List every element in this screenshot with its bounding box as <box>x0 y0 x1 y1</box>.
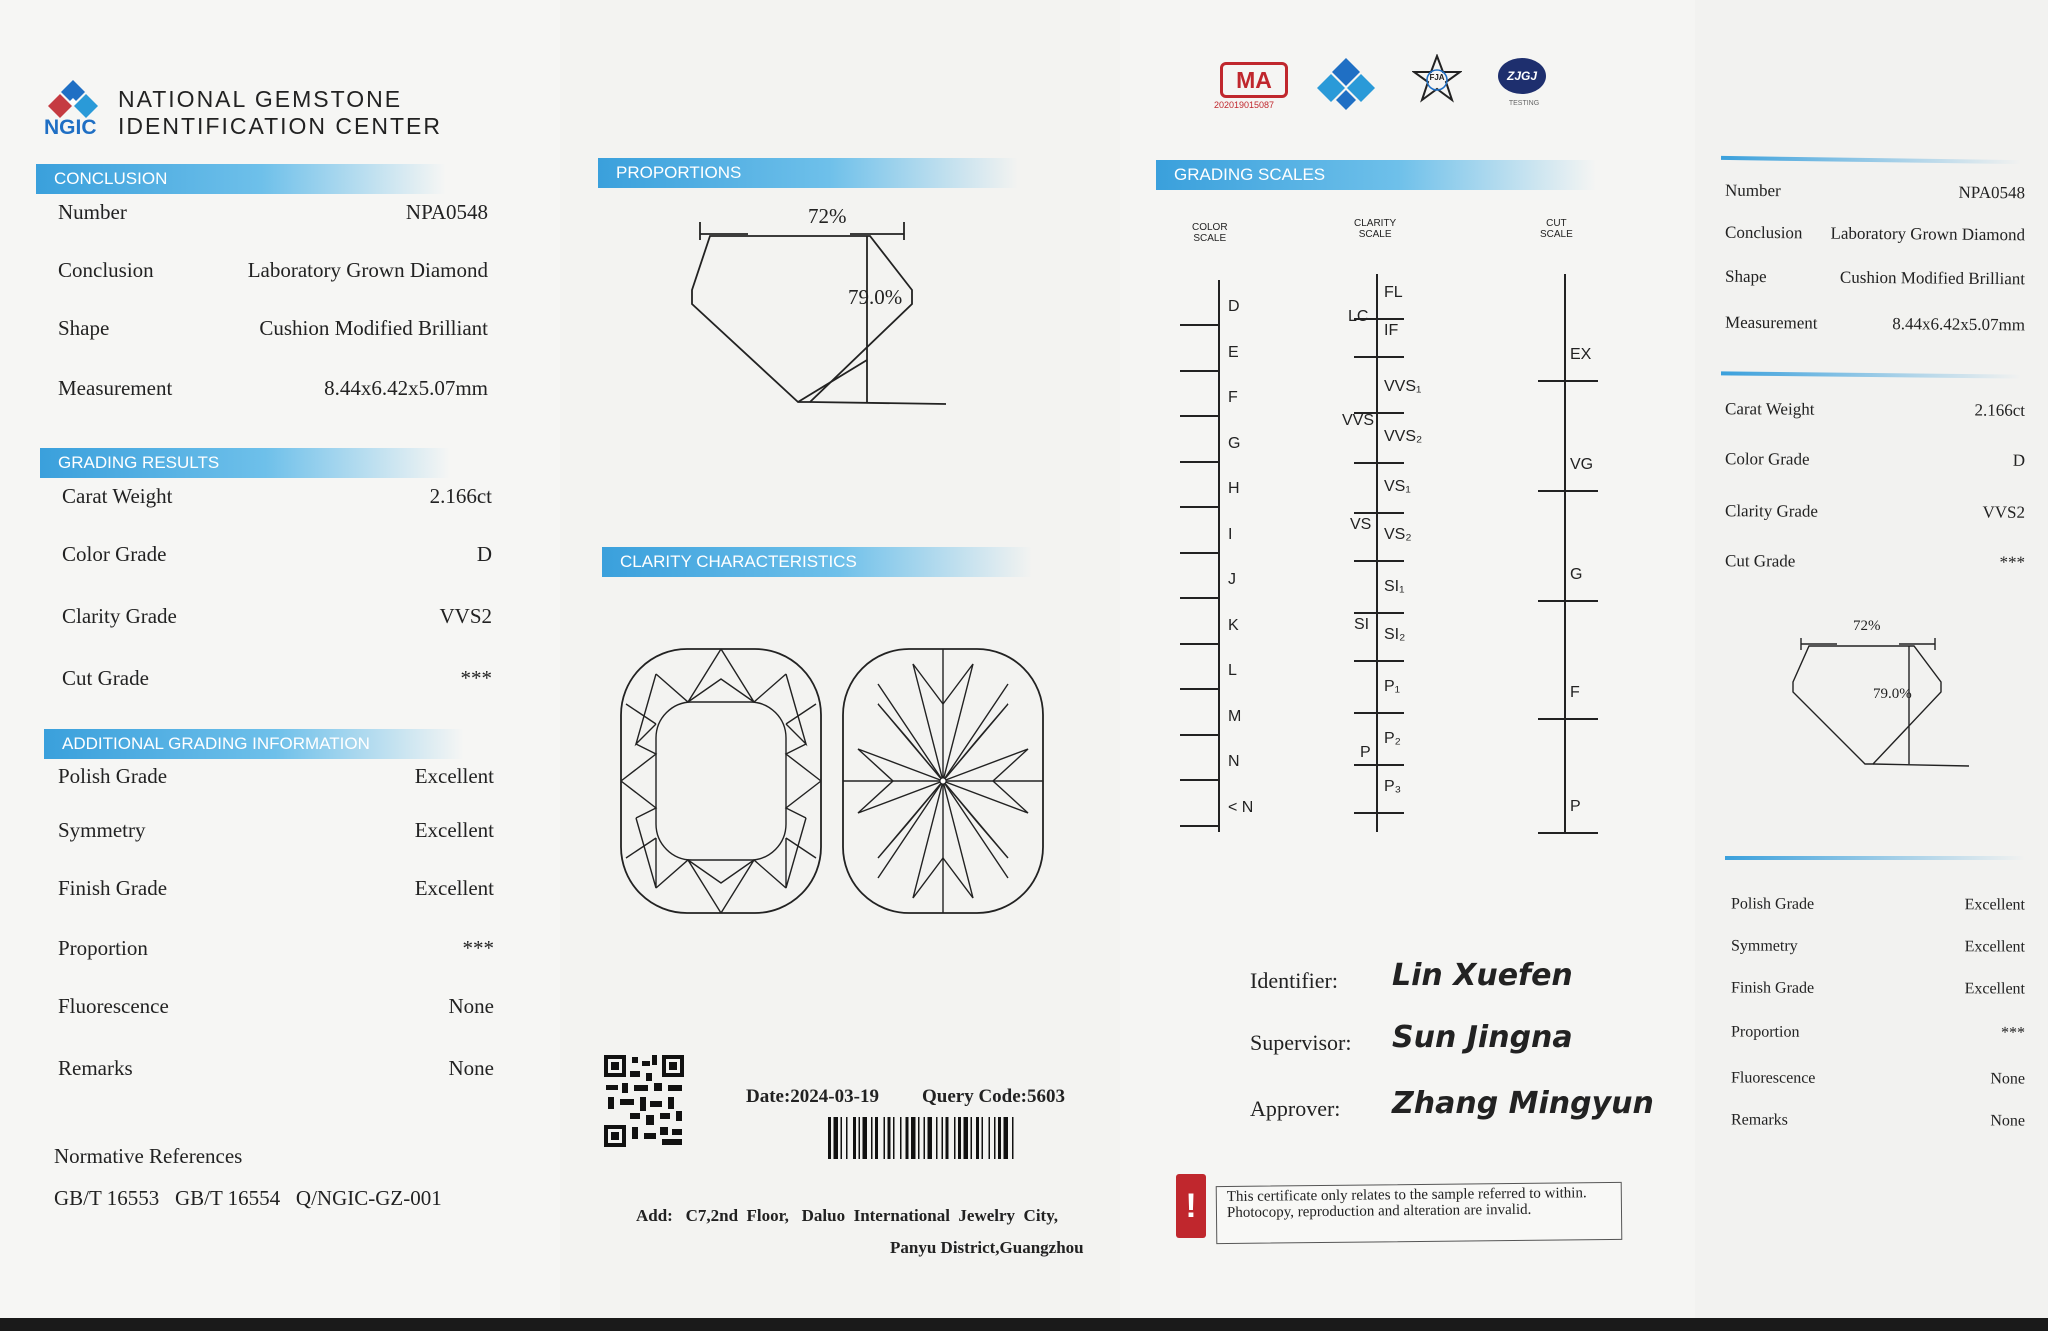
field-value: VVS2 <box>1982 502 2026 522</box>
field-row <box>58 258 488 287</box>
field-row <box>58 1056 494 1085</box>
grading-scales-bar: GRADING SCALES <box>1156 160 1596 190</box>
signature-role: Identifier: <box>1250 968 1338 993</box>
cut-scale-title: CUT SCALE <box>1540 218 1573 240</box>
field-row <box>1731 1111 2025 1136</box>
field-value: NPA0548 <box>405 200 488 224</box>
signature-name: Lin Xuefen <box>1392 958 1573 993</box>
field-value: Excellent <box>414 818 494 842</box>
field-value: Laboratory Grown Diamond <box>1830 223 2026 245</box>
address-line2: Panyu District,Guangzhou <box>890 1238 1084 1257</box>
field-label: Conclusion <box>1724 222 1803 243</box>
panel-grading-report <box>0 0 560 1318</box>
scale-line <box>1180 643 1220 645</box>
field-label: Remarks <box>1730 1111 1788 1129</box>
cma-number: 202019015087 <box>1214 100 1275 110</box>
clarity-scale-title: CLARITY SCALE <box>1354 218 1397 240</box>
ngic-logo-text: NGIC <box>44 116 97 139</box>
address-line1: Add: C7,2nd Floor, Daluo International Jewelry City, <box>636 1206 1059 1225</box>
field-label: Measurement <box>58 376 173 400</box>
clarity-grade-4: VS₁ <box>1384 478 1411 495</box>
summary-depth-pct: 79.0% <box>1873 686 1912 702</box>
clarity-group-3: SI <box>1354 616 1370 633</box>
field-label: Symmetry <box>1730 937 1798 955</box>
clarity-characteristics-bar: CLARITY CHARACTERISTICS <box>602 547 1032 577</box>
cut-grade-2: G <box>1570 566 1583 583</box>
field-row <box>58 316 488 345</box>
clarity-grade-7: SI₂ <box>1384 626 1406 643</box>
field-row <box>58 876 494 905</box>
ngic-diamond-logo-icon <box>1316 56 1376 112</box>
field-label: Carat Weight <box>62 484 173 508</box>
scale-line <box>1180 461 1220 463</box>
signature-role: Approver: <box>1250 1096 1341 1121</box>
field-label: Finish Grade <box>1730 979 1815 997</box>
field-label: Polish Grade <box>1730 895 1815 913</box>
field-label: Proportion <box>58 936 148 960</box>
zjgj-testing: TESTING <box>1508 100 1540 107</box>
field-value: Cushion Modified Brilliant <box>259 316 488 340</box>
fja-logo-icon <box>1412 54 1462 104</box>
fja-text: FJA <box>1429 73 1445 82</box>
scale-line <box>1180 324 1220 326</box>
summary-table-pct: 72% <box>1853 618 1881 634</box>
field-value: Excellent <box>414 876 494 900</box>
field-value: *** <box>462 936 494 960</box>
scale-line <box>1538 832 1598 834</box>
scale-line <box>1354 612 1404 614</box>
field-label: Cut Grade <box>62 666 149 690</box>
cma-logo-icon <box>1214 62 1294 108</box>
scale-line <box>1180 688 1220 690</box>
panel-grading-scales <box>1120 0 1695 1318</box>
field-row <box>1725 551 2025 578</box>
cut-grade-3: F <box>1570 684 1580 701</box>
field-label: Polish Grade <box>58 764 168 788</box>
scale-line <box>1180 597 1220 599</box>
scale-line <box>1354 712 1404 714</box>
field-value: Excellent <box>414 764 494 788</box>
panel-diagrams <box>560 0 1120 1318</box>
field-value: None <box>448 994 494 1018</box>
scale-line <box>1354 512 1404 514</box>
field-value: *** <box>460 666 492 690</box>
field-row <box>1725 449 2025 476</box>
field-value: NPA0548 <box>1958 182 2026 203</box>
clarity-group-4: P <box>1360 744 1371 761</box>
proportion-table-pct: 72% <box>808 204 847 228</box>
field-value: 2.166ct <box>1974 400 2026 420</box>
org-name-line1: NATIONAL GEMSTONE <box>118 86 403 112</box>
field-row <box>1731 895 2025 920</box>
field-value: *** <box>1999 552 2026 572</box>
field-label: Measurement <box>1724 312 1818 333</box>
qr-code-icon <box>602 1053 686 1149</box>
field-row <box>58 200 488 229</box>
field-value: 2.166ct <box>429 484 492 508</box>
field-value: 8.44x6.42x5.07mm <box>1892 314 2026 335</box>
scale-line <box>1180 779 1220 781</box>
scale-line <box>1538 380 1598 382</box>
field-row <box>1725 267 2025 295</box>
query-code: Query Code:5603 <box>922 1086 1066 1107</box>
normative-title: Normative References <box>54 1144 243 1168</box>
normative-refs: GB/T 16553 GB/T 16554 Q/NGIC-GZ-001 <box>54 1186 442 1210</box>
proportion-depth-pct: 79.0% <box>848 285 903 309</box>
summary-rule-top <box>1721 156 2021 164</box>
scale-line <box>1354 812 1404 814</box>
field-label: Shape <box>58 316 110 340</box>
field-label: Clarity Grade <box>1724 501 1819 521</box>
clarity-group-2: VS <box>1350 516 1372 533</box>
field-label: Conclusion <box>58 258 154 282</box>
field-row <box>62 542 492 571</box>
field-row <box>62 484 492 513</box>
scale-line <box>1180 506 1220 508</box>
color-grade-11: < N <box>1228 798 1254 816</box>
signature-role: Supervisor: <box>1250 1030 1352 1055</box>
scale-line <box>1354 560 1404 562</box>
scale-line <box>1180 552 1220 554</box>
color-grade-6: J <box>1228 571 1236 588</box>
scale-line <box>1538 600 1598 602</box>
zjgj-text: ZJGJ <box>1498 58 1546 94</box>
color-grade-7: K <box>1228 616 1239 634</box>
field-label: Fluorescence <box>1730 1069 1816 1087</box>
scale-line <box>1564 274 1566 834</box>
field-label: Color Grade <box>62 542 167 566</box>
field-row <box>1725 399 2025 426</box>
clarity-grade-6: SI₁ <box>1384 578 1405 595</box>
scale-line <box>1180 415 1220 417</box>
field-row <box>58 818 494 847</box>
field-row <box>62 604 492 633</box>
additional-info-bar: ADDITIONAL GRADING INFORMATION <box>44 729 464 759</box>
color-scale-title: COLOR SCALE <box>1192 222 1228 244</box>
field-label: Number <box>58 200 127 224</box>
clarity-grade-5: VS₂ <box>1384 526 1412 543</box>
notice-text: This certificate only relates to the sample referred to within. Photocopy, reproduction and alteration are invalid. <box>1216 1182 1623 1244</box>
proportion-diagram <box>660 200 960 415</box>
field-row <box>1725 181 2025 209</box>
grading-results-bar: GRADING RESULTS <box>40 448 450 478</box>
field-value: Excellent <box>1964 980 2026 998</box>
issue-date: Date:2024-03-19 <box>746 1086 879 1107</box>
panel-summary-card <box>1695 0 2048 1318</box>
field-row <box>1731 937 2025 962</box>
org-name-line2: IDENTIFICATION CENTER <box>118 113 442 139</box>
scale-line <box>1354 462 1404 464</box>
color-grade-3: G <box>1228 434 1241 452</box>
field-row <box>1731 1023 2025 1048</box>
clarity-grade-10: P₃ <box>1384 778 1402 795</box>
field-row <box>1731 1069 2025 1094</box>
signature-name: Sun Jingna <box>1392 1020 1573 1055</box>
scale-line <box>1180 734 1220 736</box>
summary-rule-bottom <box>1725 856 2025 860</box>
color-grade-4: H <box>1228 480 1240 497</box>
field-label: Carat Weight <box>1724 399 1815 419</box>
field-value: Excellent <box>1964 896 2026 914</box>
field-value: D <box>476 542 492 566</box>
clarity-group-0: LC <box>1348 308 1369 325</box>
field-value: VVS2 <box>439 604 492 628</box>
warning-icon: ! <box>1176 1174 1206 1238</box>
field-value: None <box>448 1056 494 1080</box>
field-row <box>1731 979 2025 1004</box>
zjgj-logo-icon <box>1496 56 1552 112</box>
proportions-bar: PROPORTIONS <box>598 158 1018 188</box>
scale-line <box>1180 370 1220 372</box>
clarity-grade-8: P₁ <box>1384 678 1401 695</box>
clarity-grade-1: IF <box>1384 322 1399 339</box>
cut-grade-0: EX <box>1570 346 1592 363</box>
crown-plot-icon <box>616 644 826 918</box>
field-value: Laboratory Grown Diamond <box>247 258 488 282</box>
field-value: D <box>2012 450 2026 470</box>
clarity-grade-0: FL <box>1384 284 1403 301</box>
color-grade-0: D <box>1228 298 1240 315</box>
field-label: Finish Grade <box>58 876 168 900</box>
field-value: Excellent <box>1964 938 2026 956</box>
field-row <box>1725 501 2025 528</box>
field-label: Number <box>1724 180 1781 201</box>
field-row <box>58 376 488 405</box>
field-row <box>58 994 494 1023</box>
clarity-grade-2: VVS₁ <box>1384 378 1422 395</box>
field-row <box>58 936 494 965</box>
barcode-icon <box>828 1117 1040 1159</box>
clarity-grade-3: VVS₂ <box>1384 428 1423 445</box>
cma-text: MA <box>1220 62 1288 98</box>
field-value: None <box>1990 1112 2026 1130</box>
field-value: *** <box>2000 1024 2026 1042</box>
field-label: Remarks <box>58 1056 133 1080</box>
pavilion-plot-icon <box>838 644 1048 918</box>
scale-line <box>1180 825 1220 827</box>
scale-line <box>1354 356 1404 358</box>
summary-rule-mid <box>1721 371 2021 378</box>
cut-grade-1: VG <box>1570 456 1594 473</box>
field-value: Cushion Modified Brilliant <box>1839 267 2026 289</box>
color-grade-5: I <box>1228 525 1233 543</box>
scale-line <box>1354 660 1404 662</box>
field-label: Proportion <box>1730 1023 1800 1041</box>
field-value: None <box>1990 1070 2026 1088</box>
field-row <box>1725 223 2025 251</box>
scale-line <box>1354 764 1404 766</box>
ngic-logo-icon <box>48 78 98 120</box>
field-label: Color Grade <box>1724 449 1810 469</box>
field-label: Clarity Grade <box>62 604 177 628</box>
color-grade-2: F <box>1228 389 1238 406</box>
field-row <box>58 764 494 793</box>
color-grade-10: N <box>1228 753 1240 770</box>
scale-line <box>1538 490 1598 492</box>
field-row <box>1725 313 2025 341</box>
cut-grade-4: P <box>1570 798 1581 815</box>
field-label: Symmetry <box>58 818 146 842</box>
field-label: Shape <box>1724 266 1767 287</box>
color-grade-8: L <box>1228 662 1237 679</box>
field-value: 8.44x6.42x5.07mm <box>324 376 488 400</box>
field-label: Cut Grade <box>1724 551 1796 571</box>
field-row <box>62 666 492 695</box>
scale-line <box>1538 718 1598 720</box>
clarity-group-1: VVS <box>1342 412 1375 429</box>
clarity-grade-9: P₂ <box>1384 730 1401 747</box>
color-grade-9: M <box>1228 707 1242 725</box>
scale-line <box>1218 280 1220 832</box>
color-grade-1: E <box>1228 343 1239 361</box>
conclusion-bar: CONCLUSION <box>36 164 446 194</box>
notice-box <box>1176 1174 1620 1254</box>
signature-name: Zhang Mingyun <box>1392 1086 1654 1121</box>
field-label: Fluorescence <box>58 994 169 1018</box>
